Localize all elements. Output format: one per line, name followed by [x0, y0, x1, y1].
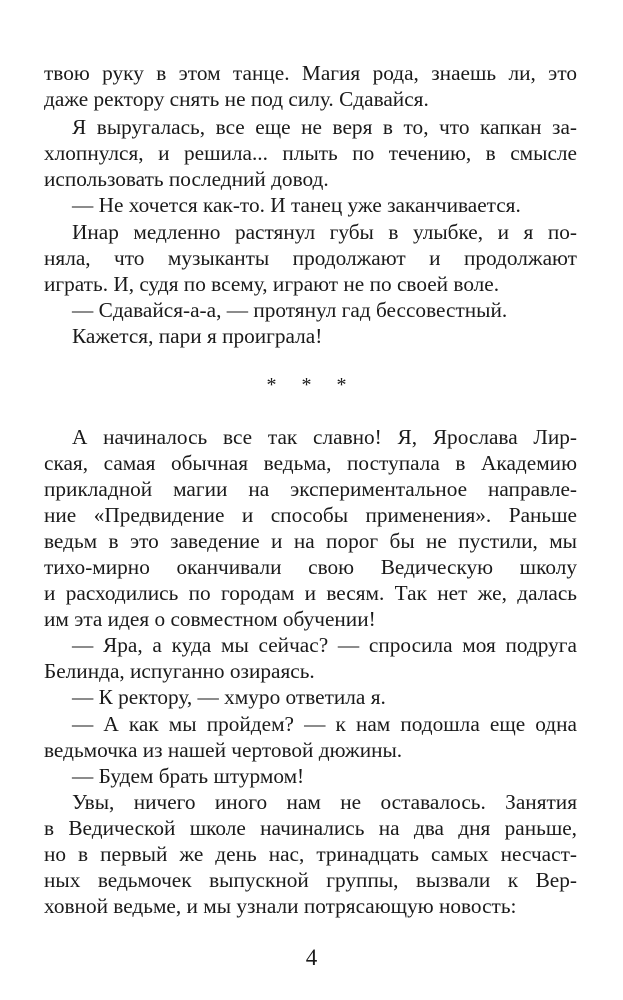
- text-line: даже ректору снять не под силу. Сдавайся.: [44, 87, 429, 111]
- text-line: им эта идея о совместном обучении!: [44, 607, 376, 631]
- text-line: Я выругалась, все еще не веря в то, что капкан за-: [72, 115, 577, 139]
- text-line: ведьм в это заведение и на порог бы не пустили, мы: [44, 529, 577, 553]
- text-line: Инар медленно растянул губы в улыбке, и я по-: [72, 220, 577, 244]
- text-line: Увы, ничего иного нам не оставалось. Занятия: [72, 790, 577, 814]
- text-line: Кажется, пари я проиграла!: [72, 324, 323, 348]
- page-number: 4: [305, 945, 318, 970]
- scene-separator: * * *: [266, 374, 357, 396]
- text-line: А начиналось все так славно! Я, Ярослава Лир-: [72, 425, 577, 449]
- text-line: ведьмочка из нашей чертовой дюжины.: [44, 738, 403, 762]
- text-line: играть. И, судя по всему, играют не по своей воле.: [44, 272, 500, 296]
- text-line: — Будем брать штурмом!: [72, 764, 305, 788]
- text-line: тихо-мирно оканчивали свою Ведическую школу: [44, 555, 577, 579]
- text-line: — А как мы пройдем? — к нам подошла еще одна: [72, 712, 577, 736]
- text-line: и расходились по городам и весям. Так нет же, далась: [44, 581, 577, 605]
- text-line: твою руку в этом танце. Магия рода, знаешь ли, это: [44, 61, 577, 85]
- text-line: прикладной магии на экспериментальное направле-: [44, 477, 577, 501]
- text-line: ние «Предвидение и способы применения». Раньше: [44, 503, 577, 527]
- text-line: ных ведьмочек выпускной группы, вызвали к Вер-: [44, 868, 577, 892]
- text-line: — Яра, а куда мы сейчас? — спросила моя подруга: [72, 633, 577, 657]
- text-line: няла, что музыканты продолжают и продолжают: [44, 246, 577, 270]
- text-line: ская, самая обычная ведьма, поступала в Академию: [44, 451, 577, 475]
- text-line: использовать последний довод.: [44, 167, 329, 191]
- text-line: хлопнулся, и решила... плыть по течению, в смысле: [44, 141, 577, 165]
- text-line: — Сдавайся-а-а, — протянул гад бессовестный.: [72, 298, 508, 322]
- text-line: в Ведической школе начинались на два дня раньше,: [44, 816, 577, 840]
- text-line: — Не хочется как-то. И танец уже заканчивается.: [72, 193, 521, 217]
- text-line: ховной ведьме, и мы узнали потрясающую новость:: [44, 894, 517, 918]
- text-line: Белинда, испуганно озираясь.: [44, 659, 315, 683]
- text-line: но в первый же день нас, тринадцать самых несчаст-: [44, 842, 577, 866]
- text-line: — К ректору, — хмуро ответила я.: [72, 685, 386, 709]
